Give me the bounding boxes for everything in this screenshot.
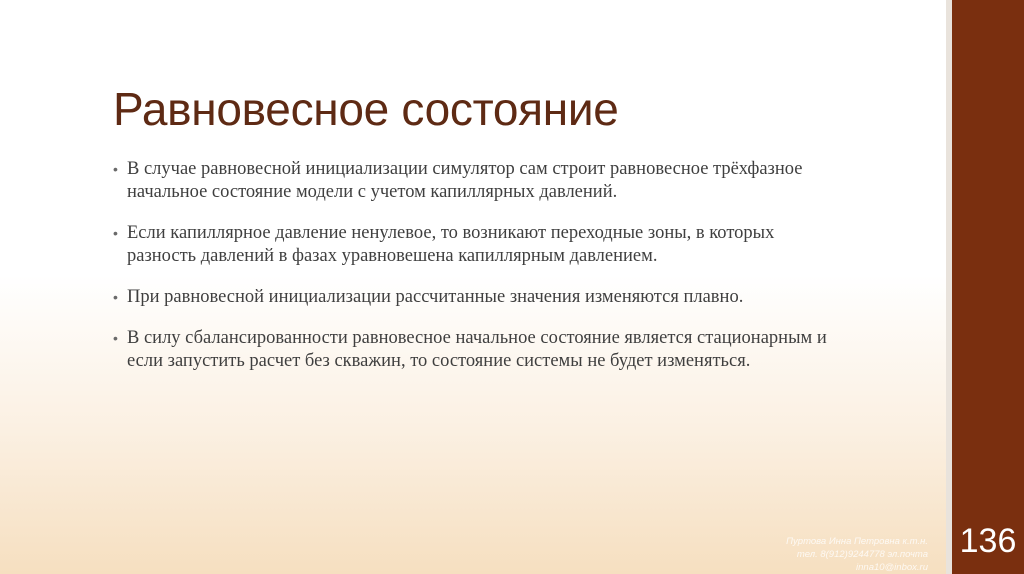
bullet-text: При равновесной инициализации рассчитанные значения изменяются плавно. [127,287,744,307]
slide-title: Равновесное состояние [113,83,619,135]
bullet-item [113,327,833,373]
bullet-text: В силу сбалансированности равновесное начальное состояние является стационарным и если запустить расчет без скважин, то состояние системы не будет изменяться. [127,328,827,371]
footer-phone-email-label: тел. 8(912)9244778 эл.почта [796,549,928,560]
footer-email: inna10@inbox.ru [856,562,928,573]
footer-author: Пуртова Инна Петровна к.т.н. [786,536,928,547]
bullet-item [113,158,833,204]
bullet-marker: • [113,161,118,177]
bullet-list [113,158,833,391]
bullet-text: В случае равновесной инициализации симулятор сам строит равновесное трёхфазное начальное состояние модели с учетом капиллярных давлений. [127,159,803,202]
bullet-item [113,286,833,309]
accent-sidebar [952,0,1024,574]
bullet-marker: • [113,330,118,346]
bullet-marker: • [113,225,118,241]
bullet-item [113,222,833,268]
bullet-text: Если капиллярное давление ненулевое, то возникают переходные зоны, в которых разность давлений в фазах уравновешена капиллярным давлением. [127,223,775,266]
slide-number: 136 [959,522,1017,560]
author-footer [786,535,928,574]
bullet-marker: • [113,289,118,305]
